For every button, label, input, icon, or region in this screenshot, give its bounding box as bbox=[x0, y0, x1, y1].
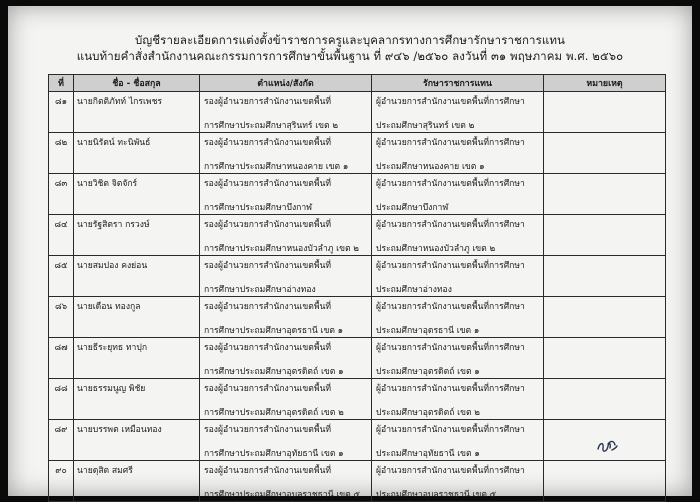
acting-line-1: ผู้อำนวยการสำนักงานเขตพื้นที่การศึกษา bbox=[376, 179, 525, 189]
position-cell bbox=[200, 92, 372, 133]
table-row bbox=[49, 379, 666, 420]
person-name: นายธีระยุทธ ทาปุก bbox=[77, 343, 148, 353]
acting-line-2: ประถมศึกษาอ่างทอง bbox=[376, 285, 452, 295]
remarks-cell bbox=[544, 215, 666, 256]
remarks-cell bbox=[544, 256, 666, 297]
acting-line-2: ประถมศึกษาหนองบัวลำภู เขต ๒ bbox=[376, 244, 496, 254]
table-row bbox=[49, 133, 666, 174]
name-cell bbox=[74, 133, 200, 174]
name-cell bbox=[74, 379, 200, 420]
row-number: ๘๖ bbox=[54, 302, 68, 312]
position-line-1: รองผู้อำนวยการสำนักงานเขตพื้นที่ bbox=[204, 261, 332, 271]
position-line-2: การศึกษาประถมศึกษาอุทัยธานี เขต ๑ bbox=[204, 449, 344, 459]
row-number-cell bbox=[49, 215, 74, 256]
position-cell bbox=[200, 379, 372, 420]
name-cell bbox=[74, 420, 200, 461]
row-number-cell bbox=[49, 461, 74, 502]
row-number-cell bbox=[49, 174, 74, 215]
person-name: นายเดือน ทองกูล bbox=[77, 302, 141, 312]
position-cell bbox=[200, 133, 372, 174]
acting-cell bbox=[372, 92, 544, 133]
table-row bbox=[49, 338, 666, 379]
name-cell bbox=[74, 92, 200, 133]
table-header-row bbox=[49, 75, 666, 92]
remarks-cell bbox=[544, 338, 666, 379]
position-line-1: รองผู้อำนวยการสำนักงานเขตพื้นที่ bbox=[204, 384, 332, 394]
acting-line-1: ผู้อำนวยการสำนักงานเขตพื้นที่การศึกษา bbox=[376, 384, 525, 394]
remarks-cell bbox=[544, 297, 666, 338]
column-header-no: ที่ bbox=[49, 75, 74, 92]
acting-cell bbox=[372, 256, 544, 297]
acting-line-1: ผู้อำนวยการสำนักงานเขตพื้นที่การศึกษา bbox=[376, 425, 525, 435]
table-row bbox=[49, 297, 666, 338]
acting-line-2: ประถมศึกษาอุทัยธานี เขต ๑ bbox=[376, 449, 480, 459]
position-line-1: รองผู้อำนวยการสำนักงานเขตพื้นที่ bbox=[204, 466, 332, 476]
row-number-cell bbox=[49, 379, 74, 420]
position-cell bbox=[200, 215, 372, 256]
position-cell bbox=[200, 174, 372, 215]
row-number: ๘๕ bbox=[54, 261, 68, 271]
row-number-cell bbox=[49, 133, 74, 174]
document-title: บัญชีรายละเอียดการแต่งตั้งข้าราชการครูและบุคลากรทางการศึกษารักษาราชการแทน bbox=[134, 33, 566, 47]
document-page bbox=[8, 6, 692, 500]
acting-line-1: ผู้อำนวยการสำนักงานเขตพื้นที่การศึกษา bbox=[376, 343, 525, 353]
position-cell bbox=[200, 256, 372, 297]
acting-cell bbox=[372, 420, 544, 461]
acting-line-2: ประถมศึกษาอุดรธานี เขต ๑ bbox=[376, 326, 480, 336]
name-cell bbox=[74, 297, 200, 338]
row-number-cell bbox=[49, 297, 74, 338]
remarks-cell bbox=[544, 92, 666, 133]
remarks-cell bbox=[544, 379, 666, 420]
name-cell bbox=[74, 215, 200, 256]
position-line-1: รองผู้อำนวยการสำนักงานเขตพื้นที่ bbox=[204, 425, 332, 435]
position-line-2: การศึกษาประถมศึกษาหนองคาย เขต ๑ bbox=[204, 162, 349, 172]
acting-line-1: ผู้อำนวยการสำนักงานเขตพื้นที่การศึกษา bbox=[376, 302, 525, 312]
row-number: ๘๓ bbox=[54, 179, 68, 189]
row-number: ๘๘ bbox=[54, 384, 68, 394]
row-number-cell bbox=[49, 92, 74, 133]
acting-line-1: ผู้อำนวยการสำนักงานเขตพื้นที่การศึกษา bbox=[376, 466, 525, 476]
position-line-2: การศึกษาประถมศึกษาอุตรดิตถ์ เขต ๒ bbox=[204, 408, 344, 418]
person-name: นายกิตติภัทท์ ไกรเพชร bbox=[77, 97, 163, 107]
row-number: ๘๑ bbox=[54, 97, 68, 107]
remarks-cell bbox=[544, 133, 666, 174]
acting-line-2: ประถมศึกษาอุบลราชธานี เขต ๕ bbox=[376, 490, 497, 500]
table-row bbox=[49, 420, 666, 461]
position-line-1: รองผู้อำนวยการสำนักงานเขตพื้นที่ bbox=[204, 97, 332, 107]
row-number: ๘๗ bbox=[54, 343, 68, 353]
appointment-table bbox=[48, 74, 666, 502]
name-cell bbox=[74, 174, 200, 215]
acting-line-2: ประถมศึกษาหนองคาย เขต ๑ bbox=[376, 162, 485, 172]
row-number-cell bbox=[49, 338, 74, 379]
table-row bbox=[49, 461, 666, 502]
position-line-2: การศึกษาประถมศึกษาสุรินทร์ เขต ๒ bbox=[204, 121, 339, 131]
name-cell bbox=[74, 461, 200, 502]
person-name: นายวิชิต จิตจักร์ bbox=[77, 179, 138, 189]
acting-cell bbox=[372, 215, 544, 256]
position-line-2: การศึกษาประถมศึกษาอุบลราชธานี เขต ๕ bbox=[204, 490, 360, 500]
person-name: นายรัฐสิตรา กรวงษ์ bbox=[77, 220, 150, 230]
position-cell bbox=[200, 338, 372, 379]
row-number: ๘๙ bbox=[54, 425, 68, 435]
person-name: นายนิรัตน์ ทะนิพันธ์ bbox=[77, 138, 151, 148]
position-line-1: รองผู้อำนวยการสำนักงานเขตพื้นที่ bbox=[204, 302, 332, 312]
acting-line-1: ผู้อำนวยการสำนักงานเขตพื้นที่การศึกษา bbox=[376, 261, 525, 271]
acting-cell bbox=[372, 461, 544, 502]
row-number: ๘๔ bbox=[54, 220, 68, 230]
remarks-cell bbox=[544, 174, 666, 215]
acting-line-1: ผู้อำนวยการสำนักงานเขตพื้นที่การศึกษา bbox=[376, 97, 525, 107]
table-row bbox=[49, 215, 666, 256]
position-line-2: การศึกษาประถมศึกษาหนองบัวลำภู เขต ๒ bbox=[204, 244, 359, 254]
position-cell bbox=[200, 420, 372, 461]
position-line-2: การศึกษาประถมศึกษาอุตรดิตถ์ เขต ๑ bbox=[204, 367, 344, 377]
position-line-1: รองผู้อำนวยการสำนักงานเขตพื้นที่ bbox=[204, 138, 332, 148]
acting-cell bbox=[372, 338, 544, 379]
position-line-2: การศึกษาประถมศึกษาอ่างทอง bbox=[204, 285, 316, 295]
position-line-1: รองผู้อำนวยการสำนักงานเขตพื้นที่ bbox=[204, 179, 332, 189]
column-header-name: ชื่อ - ชื่อสกุล bbox=[74, 75, 200, 92]
person-name: นายบรรพต เหมือนทอง bbox=[77, 425, 162, 435]
position-cell bbox=[200, 297, 372, 338]
acting-cell bbox=[372, 297, 544, 338]
row-number: ๘๒ bbox=[54, 138, 68, 148]
row-number-cell bbox=[49, 256, 74, 297]
table-row bbox=[49, 92, 666, 133]
acting-line-2: ประถมศึกษาอุตรดิตถ์ เขต ๒ bbox=[376, 408, 480, 418]
name-cell bbox=[74, 338, 200, 379]
remarks-cell bbox=[544, 461, 666, 502]
position-line-2: การศึกษาประถมศึกษาอุดรธานี เขต ๑ bbox=[204, 326, 344, 336]
acting-cell bbox=[372, 133, 544, 174]
column-header-remarks: หมายเหตุ bbox=[544, 75, 666, 92]
acting-line-1: ผู้อำนวยการสำนักงานเขตพื้นที่การศึกษา bbox=[376, 220, 525, 230]
table-row bbox=[49, 174, 666, 215]
person-name: นายสมปอง คงย่อน bbox=[77, 261, 148, 271]
row-number-cell bbox=[49, 420, 74, 461]
position-line-2: การศึกษาประถมศึกษาบึงกาฬ bbox=[204, 203, 313, 213]
handwritten-initials-icon bbox=[595, 434, 619, 458]
position-line-1: รองผู้อำนวยการสำนักงานเขตพื้นที่ bbox=[204, 343, 332, 353]
person-name: นายธรรมนูญ พิชัย bbox=[77, 384, 146, 394]
position-line-1: รองผู้อำนวยการสำนักงานเขตพื้นที่ bbox=[204, 220, 332, 230]
acting-line-1: ผู้อำนวยการสำนักงานเขตพื้นที่การศึกษา bbox=[376, 138, 525, 148]
acting-line-2: ประถมศึกษาสุรินทร์ เขต ๒ bbox=[376, 121, 475, 131]
column-header-acting: รักษาราชการแทน bbox=[372, 75, 544, 92]
acting-line-2: ประถมศึกษาอุตรดิตถ์ เขต ๑ bbox=[376, 367, 480, 377]
row-number: ๙๐ bbox=[55, 466, 67, 476]
acting-cell bbox=[372, 174, 544, 215]
person-name: นายดุสิต สมศรี bbox=[77, 466, 133, 476]
position-cell bbox=[200, 461, 372, 502]
acting-cell bbox=[372, 379, 544, 420]
column-header-position: ตำแหน่ง/สังกัด bbox=[200, 75, 372, 92]
acting-line-2: ประถมศึกษาบึงกาฬ bbox=[376, 203, 449, 213]
table-row bbox=[49, 256, 666, 297]
name-cell bbox=[74, 256, 200, 297]
document-subtitle: แนบท้ายคำสั่งสำนักงานคณะกรรมการการศึกษาขั้นพื้นฐาน ที่ ๙๔๖ /๒๕๖๐ ลงวันที่ ๓๑ พฤษภาคม พ.ศ. ๒๕๖๐ bbox=[76, 49, 624, 63]
